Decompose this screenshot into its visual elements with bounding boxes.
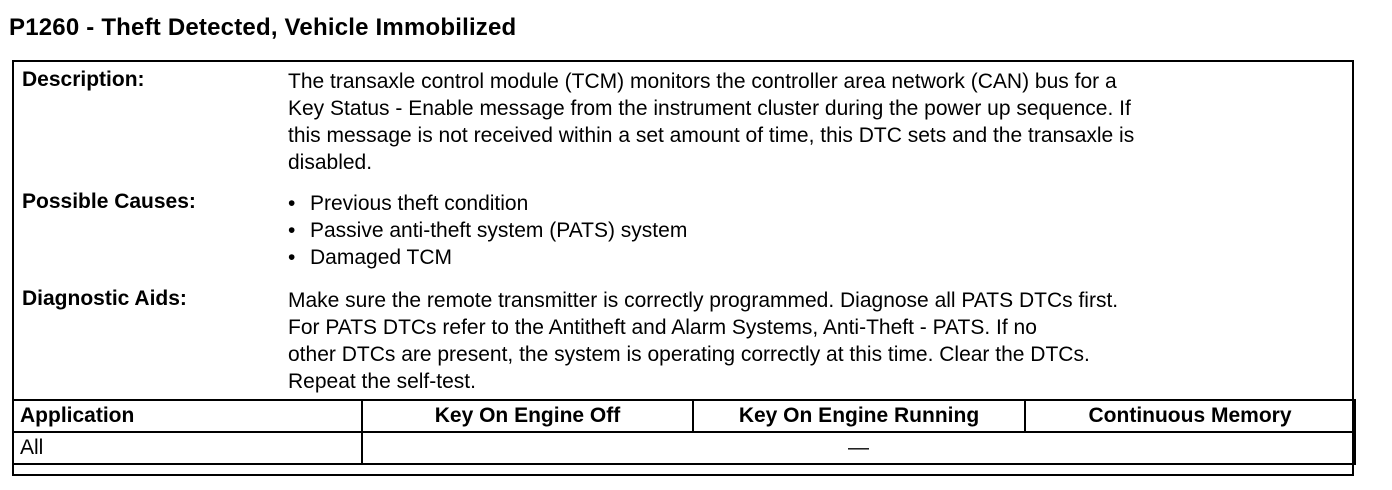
possible-causes-list bbox=[288, 190, 1348, 271]
list-item bbox=[288, 190, 1348, 217]
application-table bbox=[12, 399, 1356, 465]
description-line: this message is not received within a set amount of time, this DTC sets and the transaxle is bbox=[288, 124, 1135, 147]
bullet-icon: • bbox=[288, 246, 296, 269]
diagnostic-aids-label: Diagnostic Aids: bbox=[22, 287, 187, 310]
header-application: Application bbox=[13, 400, 362, 432]
value-cell: — bbox=[362, 432, 1355, 464]
table-header-row bbox=[13, 400, 1355, 432]
list-item bbox=[288, 217, 1348, 244]
description-line: Key Status - Enable message from the instrument cluster during the power up sequence. If bbox=[288, 97, 1131, 120]
diagnostic-aids-line: Repeat the self-test. bbox=[288, 370, 476, 393]
possible-causes-label: Possible Causes: bbox=[22, 190, 196, 213]
header-key-on-engine-off: Key On Engine Off bbox=[362, 400, 693, 432]
list-item bbox=[288, 244, 1348, 271]
description-text bbox=[288, 68, 1348, 176]
diagnostic-aids-line: other DTCs are present, the system is operating correctly at this time. Clear the DTCs. bbox=[288, 343, 1090, 366]
page-title: P1260 - Theft Detected, Vehicle Immobilized bbox=[9, 14, 517, 41]
diagnostic-aids-text bbox=[288, 287, 1348, 395]
application-cell: All bbox=[13, 432, 362, 464]
diagnostic-aids-line: Make sure the remote transmitter is correctly programmed. Diagnose all PATS DTCs first. bbox=[288, 289, 1119, 312]
description-label: Description: bbox=[22, 68, 145, 91]
description-line: disabled. bbox=[288, 151, 373, 174]
table-row bbox=[13, 432, 1355, 464]
bullet-icon: • bbox=[288, 219, 296, 242]
diagnostic-aids-line: For PATS DTCs refer to the Antitheft and Alarm Systems, Anti-Theft - PATS. If no bbox=[288, 316, 1037, 339]
dtc-info-box bbox=[12, 60, 1354, 476]
description-line: The transaxle control module (TCM) monitors the controller area network (CAN) bus for a bbox=[288, 70, 1117, 93]
cause-text: Previous theft condition bbox=[310, 192, 529, 215]
cause-text: Damaged TCM bbox=[310, 246, 452, 269]
bullet-icon: • bbox=[288, 192, 296, 215]
header-key-on-engine-running: Key On Engine Running bbox=[693, 400, 1025, 432]
cause-text: Passive anti-theft system (PATS) system bbox=[310, 219, 688, 242]
header-continuous-memory: Continuous Memory bbox=[1025, 400, 1355, 432]
